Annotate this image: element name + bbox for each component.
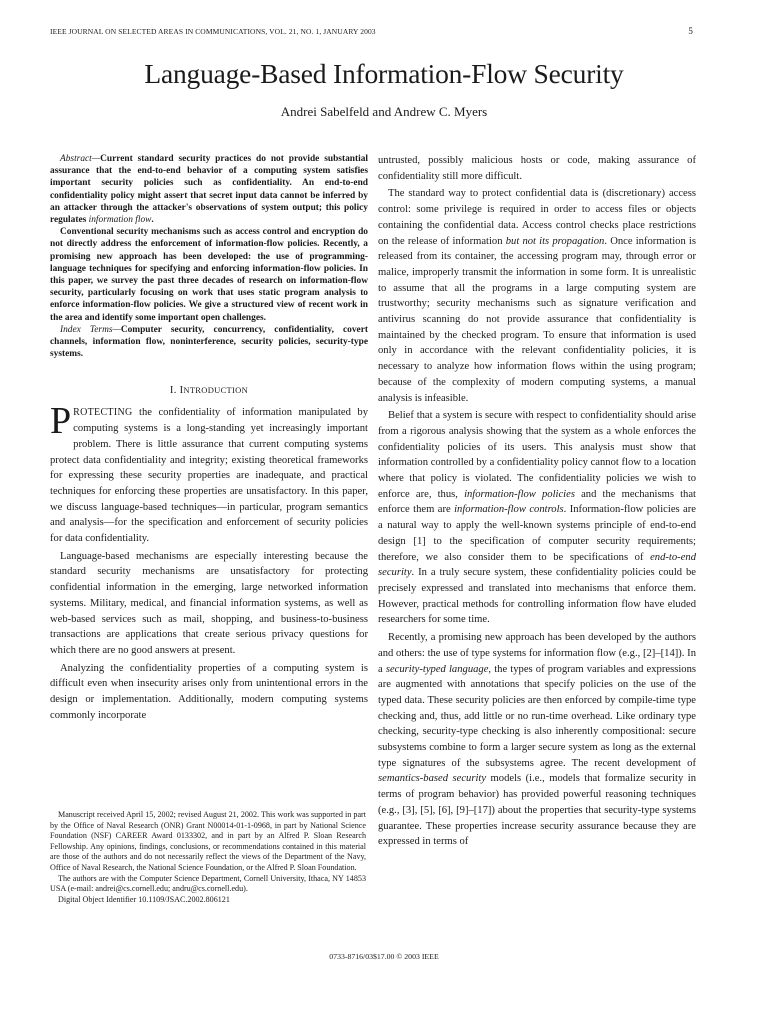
- abstract-paragraph-1: [50, 153, 368, 226]
- footnote-doi: Digital Object Identifier 10.1109/JSAC.2002.806121: [58, 894, 230, 904]
- section-heading-introduction: [50, 385, 368, 396]
- index-terms: [50, 324, 368, 361]
- intro-caps-word: ROTECTING: [73, 407, 133, 419]
- p4-text-b: , the types of program variables and expressions are augmented with annotations that specify policies on the use of the typed data. These security policies are then enforced by compile-time type checking and, thus, add little or no run-time overhead. Like ordinary type checking, security-type checking is also inherently compositional: secure subsystems combine to form a larger secure system as long as the external type signatures of the subsystems agree. The recent development of: [378, 663, 696, 769]
- section-number: I. I: [169, 385, 184, 397]
- right-column: [378, 153, 696, 850]
- p3-text-d: . In a truly secure system, these confidentiality policies could be precisely expressed and translated into mechanisms that enforce them. However, practical methods for controlling information flow have eluded researchers for some time.: [378, 567, 696, 626]
- page-number: 5: [688, 26, 693, 36]
- right-paragraph-2: [378, 186, 696, 406]
- abstract-emphasis: information flow: [88, 215, 152, 226]
- p2-emphasis: but not its propagation: [505, 235, 605, 247]
- intro-paragraph-2: Language-based mechanisms are especially interesting because the standard security mechanisms are unsatisfactory for protecting confidential information in the emerging, large networked information systems. Military, medical, and financial information systems, as well as web-based services such as mail, shopping, and business-to-business transactions are applications that create serious privacy questions for which there are no good answers at present.: [50, 550, 368, 656]
- p3-emphasis-1: information-flow policies: [464, 488, 575, 500]
- abstract-paragraph-2: Conventional security mechanisms such as access control and encryption do not directly address the enforcement of information-flow policies. Recently, a promising new approach has been developed: the use of programming-language techniques for specifying and enforcing information-flow policies. In this paper, we survey the past three decades of research on information-flow security, particularly focusing on work that uses static program analysis to enforce information-flow policies. We give a structured view of recent work in the area and identify some important open challenges.: [50, 227, 368, 323]
- p4-text-c: models (i.e., models that formalize security in terms of program behavior) has provided powerful reasoning techniques (e.g., [3], [5], [6], [9]–[17]) about the properties that security-type systems guarantee. These properties increase security assurance because they are expressed in terms of: [378, 773, 696, 848]
- drop-cap: P: [50, 400, 72, 443]
- footnote-paragraph-2: The authors are with the Computer Science Department, Cornell University, Ithaca, NY 14853 USA (e-mail: andrei@cs.cornell.edu; andru@cs.cornell.edu).: [50, 873, 366, 894]
- p4-emphasis-2: semantics-based security: [378, 773, 487, 785]
- right-paragraph-4: [378, 630, 696, 850]
- p3-emphasis-2: information-flow controls: [454, 504, 564, 516]
- abstract-text-1: Current standard security practices do not provide substantial assurance that the end-to-end behavior of a computing system satisfies important security policies such as confidentiality. An end-to-end confidentiality policy might assert that secret input data cannot be inferred by an attacker through the attacker's observations of system output; this policy regulates: [50, 154, 368, 226]
- copyright-line: 0733-8716/03$17.00 © 2003 IEEE: [329, 952, 439, 961]
- intro-paragraph-3: Analyzing the confidentiality properties of a computing system is difficult even when insecurity arises only from unintentional errors in the design or implementation. Additionally, modern computing systems commonly incorporate: [50, 662, 368, 721]
- right-paragraph-1: untrusted, possibly malicious hosts or code, making assurance of confidentiality still more difficult.: [378, 155, 696, 182]
- p3-text-b: and the mechanisms that enforce them are: [378, 488, 696, 516]
- intro-text-1: the confidentiality of information manipulated by computing systems is a long-standing yet increasingly important problem. There is little assurance that current computing systems protect data confidentiality and integrity; existing theoretical frameworks for expressing these security properties are inadequate, and practical techniques for enforcing these properties are unsatisfactory. In this paper, we discuss language-based techniques—in particular, program semantics and analysis—for the specification and enforcement of security policies for data confidentiality.: [50, 407, 368, 545]
- right-paragraph-3: [378, 408, 696, 628]
- running-header: [50, 27, 693, 39]
- p3-text-a: Belief that a system is secure with respect to confidentiality should arise from a rigorous analysis showing that the system as a whole enforces the confidentiality policies of its users. This analysis must show that information controlled by a confidentiality policy cannot flow to a location where that policy is violated. The confidentiality policies we wish to enforce are, thus,: [378, 410, 696, 500]
- index-terms-text: Computer security, concurrency, confidentiality, covert channels, information flow, noninterference, security policies, security-type systems.: [50, 324, 368, 360]
- p4-text-a: Recently, a promising new approach has been developed by the authors and others: the use of type systems for information flow (e.g., [2]–[14]). In a: [378, 632, 696, 675]
- section-title: NTRODUCTION: [183, 385, 249, 396]
- left-column: [50, 153, 368, 724]
- paper-title: Language-Based Information-Flow Security: [144, 58, 624, 89]
- footnote: [50, 810, 366, 905]
- intro-paragraph-1: [50, 400, 368, 546]
- journal-header: IEEE JOURNAL ON SELECTED AREAS IN COMMUNICATIONS, VOL. 21, NO. 1, JANUARY 2003: [50, 27, 376, 36]
- abstract-text-1-end: .: [151, 215, 154, 226]
- abstract-label: Abstract—: [60, 154, 101, 164]
- p2-text-a: The standard way to protect confidential data is (discretionary) access control: some privilege is required in order to access files or objects containing the confidential data. Access control checks place restrictions on the release of information: [378, 188, 696, 247]
- paper-authors: Andrei Sabelfeld and Andrew C. Myers: [280, 104, 488, 119]
- p4-emphasis-1: security-typed language: [385, 663, 489, 675]
- footnote-paragraph-1: Manuscript received April 15, 2002; revised August 21, 2002. This work was supported in part by the Office of Naval Research (ONR) Grant N00014-01-1-0968, in part by National Science Foundation (NSF) CAREER Award 0133302, and in part by an Alfred P. Sloan Research Fellowship. Any opinions, findings, conclusions, or recommendations contained in this material are those of the authors and do not necessarily reflect the views of the Department of the Navy, Office of Naval Research, the National Science Foundation, or the Alfred P. Sloan Foundation.: [50, 810, 366, 872]
- index-terms-label: Index Terms—: [60, 324, 121, 335]
- p3-emphasis-3: end-to-end security: [378, 551, 696, 579]
- p3-text-c: . Information-flow policies are a natural way to apply the well-known systems principle of end-to-end design [1] to the specification of computer security requirements; therefore, we also consider them to be specifications of: [378, 504, 696, 563]
- p2-text-b: . Once information is released from its container, the accessing program may, through error or malice, improperly transmit the information in some form. It is unrealistic to assume that all the programs in a large computing system are trustworthy; security mechanisms such as signature verification and antivirus scanning do not provide assurance that confidentiality is maintained by the checked program. To ensure that information is used only in accordance with the relevant confidentiality policies, it is necessary to analyze how information flows within the using program; because of the complexity of modern computing systems, a manual analysis is infeasible.: [378, 235, 696, 404]
